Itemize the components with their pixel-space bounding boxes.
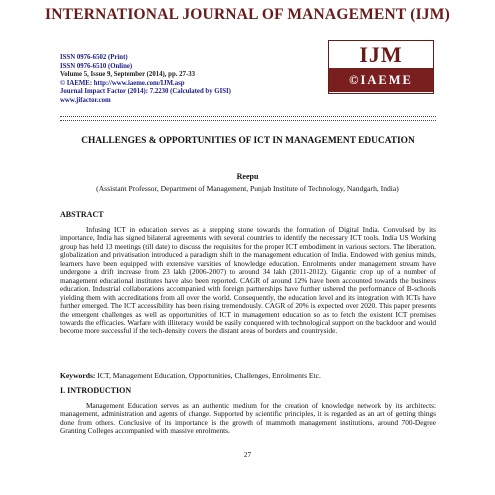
keywords-line — [60, 371, 436, 380]
abstract-text: Infusing ICT in education serves as a stepping stone towards the formation of Digital India. Convulsed by its importance, India has signed bilateral agreements with several countries to identify the necessary ICT tools. India US Working group has held 13 meetings (till date) to discuss the requisites for the proper ICT embodiment in various sectors. The liberation, globalization and privatisation introduced a paradigm shift in the management education of India. Endowed with genius minds, learners have been equipped with extensive varsities of knowledge education. Enrolments under management stream have undergone a drift increase from 23 lakh (2006-2007) to around 34 lakh (2011-2012). Gigantic crop up of a number of management educational institutes have also been reported. CAGR of around 12% have been accounted towards the business education. Industrial collaborations accompanied with foreign partnerships have further ushered the performance of B-schools yielding them with accreditations from all over the world. Consequently, the education level and its integration with ICTs have further emerged. The ICT accessibility has been rising tremendously. CAGR of 20% is expected over 2020. This paper presents the emergent challenges as well as opportunities of ICT in management education so as to fetch the existent ICT premises towards the efficacies. Warfare with illiteracy would be easily conquered with technological support on the backdoor and would become more successful if the tech-density covers the distant areas of borders and countryside. — [60, 225, 436, 336]
issn-print: ISSN 0976-6502 (Print) — [60, 54, 128, 61]
journal-title: INTERNATIONAL JOURNAL OF MANAGEMENT (IJM) — [45, 6, 450, 23]
logo-text-iaeme: ©IAEME — [329, 68, 433, 92]
header-divider-top — [60, 116, 436, 117]
paper-title: CHALLENGES & OPPORTUNITIES OF ICT IN MANAGEMENT EDUCATION — [81, 136, 415, 146]
keywords-text: ICT, Management Education, Opportunities, Challenges, Enrolments Etc. — [95, 371, 321, 380]
ijm-logo — [328, 40, 434, 94]
header-divider-bottom — [60, 120, 436, 121]
iaeme-url[interactable]: © IAEME: http://www.iaeme.com/IJM.asp — [60, 79, 185, 87]
issn-online: ISSN 0976-6510 (Online) — [60, 62, 133, 70]
author-name: Reepu — [236, 172, 259, 181]
jifactor-link[interactable]: www.jifactor.com — [60, 96, 111, 104]
introduction-text: Management Education serves as an authentic medium for the creation of knowledge network by its architects: management, administration and agents of change. Supported by scientific principles, it is regarded as an art of getting things done from others. Conclusive of its importance is the growth of mammoth management institutions, around 700-Degree Granting Colleges accompanied with massive enrolments. — [60, 401, 436, 436]
logo-text-ijm: IJM — [359, 42, 403, 67]
impact-factor: Journal Impact Factor (2014): 7.2230 (Calculated by GISI) — [60, 88, 231, 96]
page-number: 27 — [243, 451, 252, 459]
journal-meta — [60, 54, 360, 106]
author-affiliation: (Assistant Professor, Department of Management, Punjab Institute of Technology, Nandgarh, India) — [96, 184, 399, 193]
introduction-heading: I. INTRODUCTION — [60, 386, 132, 395]
abstract-heading: ABSTRACT — [60, 210, 104, 219]
volume-issue: Volume 5, Issue 9, September (2014), pp. 27-33 — [60, 71, 195, 79]
keywords-label: Keywords: — [60, 371, 96, 380]
